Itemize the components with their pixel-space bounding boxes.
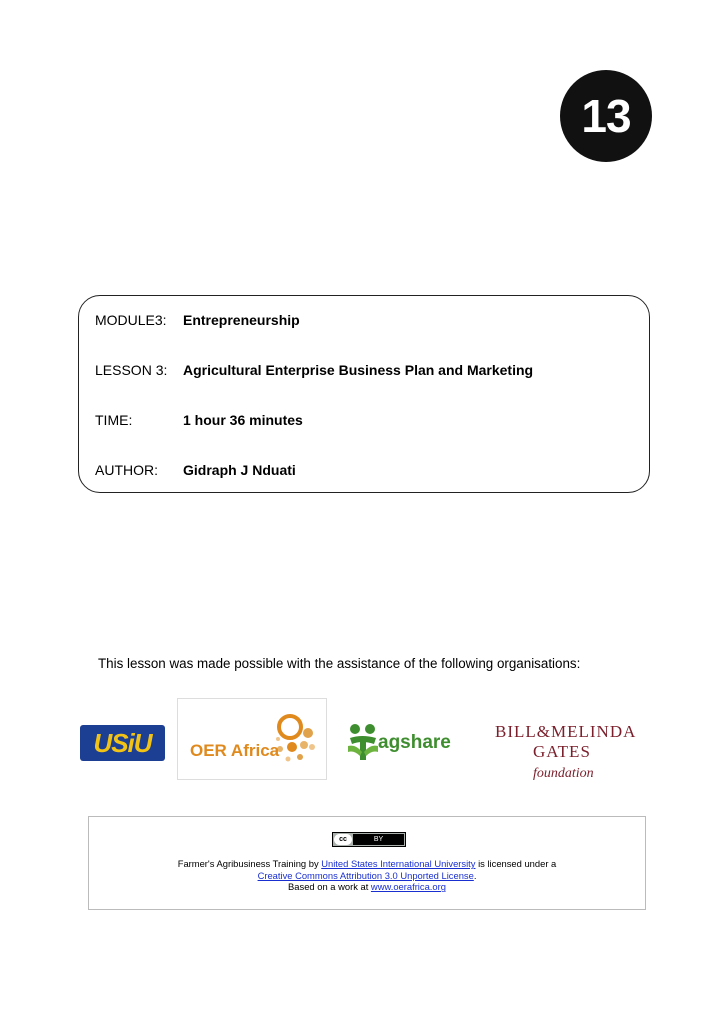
gates-line1: BILL&MELINDA bbox=[495, 722, 637, 741]
oerafrica-link[interactable]: www.oerafrica.org bbox=[370, 881, 446, 892]
license-text bbox=[89, 858, 645, 893]
agshare-logo bbox=[346, 720, 468, 762]
agshare-plant-icon bbox=[346, 722, 380, 762]
gates-word: GATES bbox=[533, 742, 591, 761]
module-label: MODULE3: bbox=[95, 312, 167, 328]
usiu-logo bbox=[80, 725, 165, 761]
license-line-2 bbox=[89, 870, 645, 882]
author-label: AUTHOR: bbox=[95, 462, 158, 478]
lesson-label: LESSON 3: bbox=[95, 362, 168, 378]
license-line-1 bbox=[89, 858, 645, 870]
gates-foundation-logo bbox=[495, 722, 655, 781]
license-box bbox=[88, 816, 646, 910]
assistance-text: This lesson was made possible with the assistance of the following organisations: bbox=[98, 656, 581, 671]
license-line2-suffix: . bbox=[473, 869, 477, 881]
lesson-value: Agricultural Enterprise Business Plan and Marketing bbox=[183, 362, 534, 378]
gates-foundation-word: foundation bbox=[533, 766, 594, 781]
oer-africa-text: OER Africa bbox=[190, 741, 280, 760]
lesson-row bbox=[95, 362, 533, 378]
agshare-text: agshare bbox=[378, 732, 451, 753]
license-line3-prefix: Based on a work at bbox=[288, 881, 371, 892]
lesson-number: 13 bbox=[581, 90, 631, 142]
lesson-number-badge bbox=[560, 70, 652, 162]
license-line-3 bbox=[89, 881, 645, 893]
time-row bbox=[95, 412, 303, 428]
license-line1-prefix: Farmer's Agribusiness Training by bbox=[177, 858, 322, 869]
cc-by-badge[interactable] bbox=[332, 832, 406, 847]
oer-africa-logo bbox=[177, 698, 327, 780]
time-value: 1 hour 36 minutes bbox=[183, 412, 303, 428]
license-line1-suffix: is licensed under a bbox=[475, 858, 557, 869]
time-label: TIME: bbox=[95, 412, 133, 428]
lesson-info-box bbox=[78, 295, 650, 493]
usiu-logo-text: USiU bbox=[93, 727, 152, 758]
cc-license-link[interactable]: Creative Commons Attribution 3.0 Unported License bbox=[257, 869, 474, 881]
by-icon: BY bbox=[353, 834, 404, 845]
author-value: Gidraph J Nduati bbox=[183, 462, 296, 478]
author-row bbox=[95, 462, 296, 478]
cc-icon: cc bbox=[334, 834, 352, 845]
gates-line2 bbox=[533, 742, 655, 782]
usiu-link[interactable]: United States International University bbox=[321, 858, 476, 869]
module-value: Entrepreneurship bbox=[183, 312, 300, 328]
module-row bbox=[95, 312, 300, 328]
